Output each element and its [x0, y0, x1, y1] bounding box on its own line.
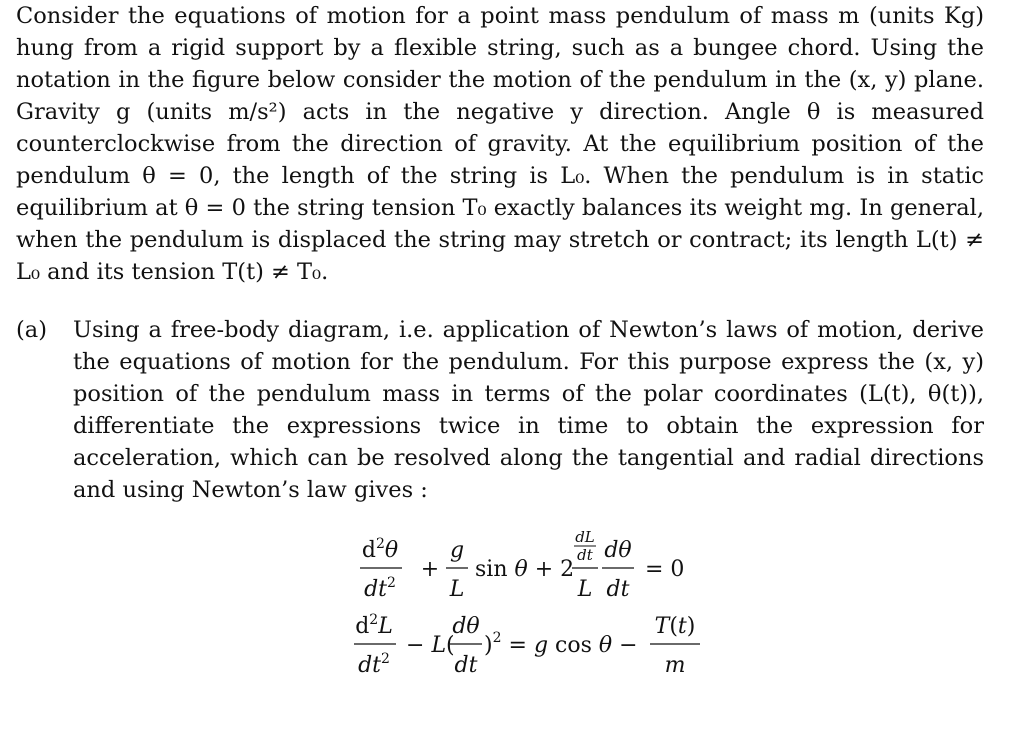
svg-text:d2L: $d^2L$	[355, 612, 393, 639]
svg-text:+: +	[420, 557, 440, 582]
svg-text:dt2: $dt^2$	[364, 575, 396, 602]
svg-text:L: L	[577, 577, 593, 602]
svg-text:dθ: dθ	[452, 614, 480, 639]
svg-text:= 0: = 0	[645, 557, 685, 582]
svg-text:dθ: dθ	[604, 538, 632, 563]
svg-text:T(t): T(t)	[654, 614, 696, 639]
svg-text:dt: dt	[577, 546, 593, 564]
svg-text:− L(: − L(	[406, 633, 455, 658]
svg-text:m: m	[664, 653, 686, 678]
svg-text:g: g	[449, 538, 465, 563]
svg-text:dt: dt	[454, 653, 478, 678]
part-a-label: (a)	[16, 317, 47, 343]
svg-text:)2 = g cos θ −: )$^2$ = g cos θ −	[484, 630, 638, 658]
equations-svg	[340, 530, 740, 690]
svg-text:dL: dL	[575, 530, 595, 546]
equation-1	[360, 530, 684, 602]
equations-block	[340, 530, 740, 690]
svg-text:dt: dt	[606, 577, 630, 602]
svg-text:dt2: $dt^2$	[358, 651, 390, 678]
equation-2	[354, 612, 700, 678]
svg-text:d2θ: $d^2\theta$	[361, 536, 399, 563]
part-a-text: Using a free-body diagram, i.e. application of Newton’s laws of motion, derive the equations of motion for the pendulum. For this purpose express the (x, y) position of the pendulum mass in terms of the polar coordinates (L(t), θ(t)), differentiate the expressions twice in time to obtain the expression for acceleration, which can be resolved along the tangential and radial directions and using Newton’s law gives :	[73, 317, 984, 503]
svg-text:L: L	[449, 577, 465, 602]
intro-paragraph: Consider the equations of motion for a point mass pendulum of mass m (units Kg) hung from a rigid support by a flexible string, such as a bungee chord. Using the notation in the figure below consider the motion of the pendulum in the (x, y) plane. Gravity g (units m/s²) acts in the negative y direction. Angle θ is measured counterclockwise from the direction of gravity. At the equilibrium position of the pendulum θ = 0, the length of the string is L₀. When the pendulum is in static equilibrium at θ = 0 the string tension T₀ exactly balances its weight mg. In general, when the pendulum is displaced the string may stretch or contract; its length L(t) ≠ L₀ and its tension T(t) ≠ T₀.	[16, 3, 984, 285]
svg-text:sin θ + 2: sin θ + 2	[475, 557, 575, 582]
